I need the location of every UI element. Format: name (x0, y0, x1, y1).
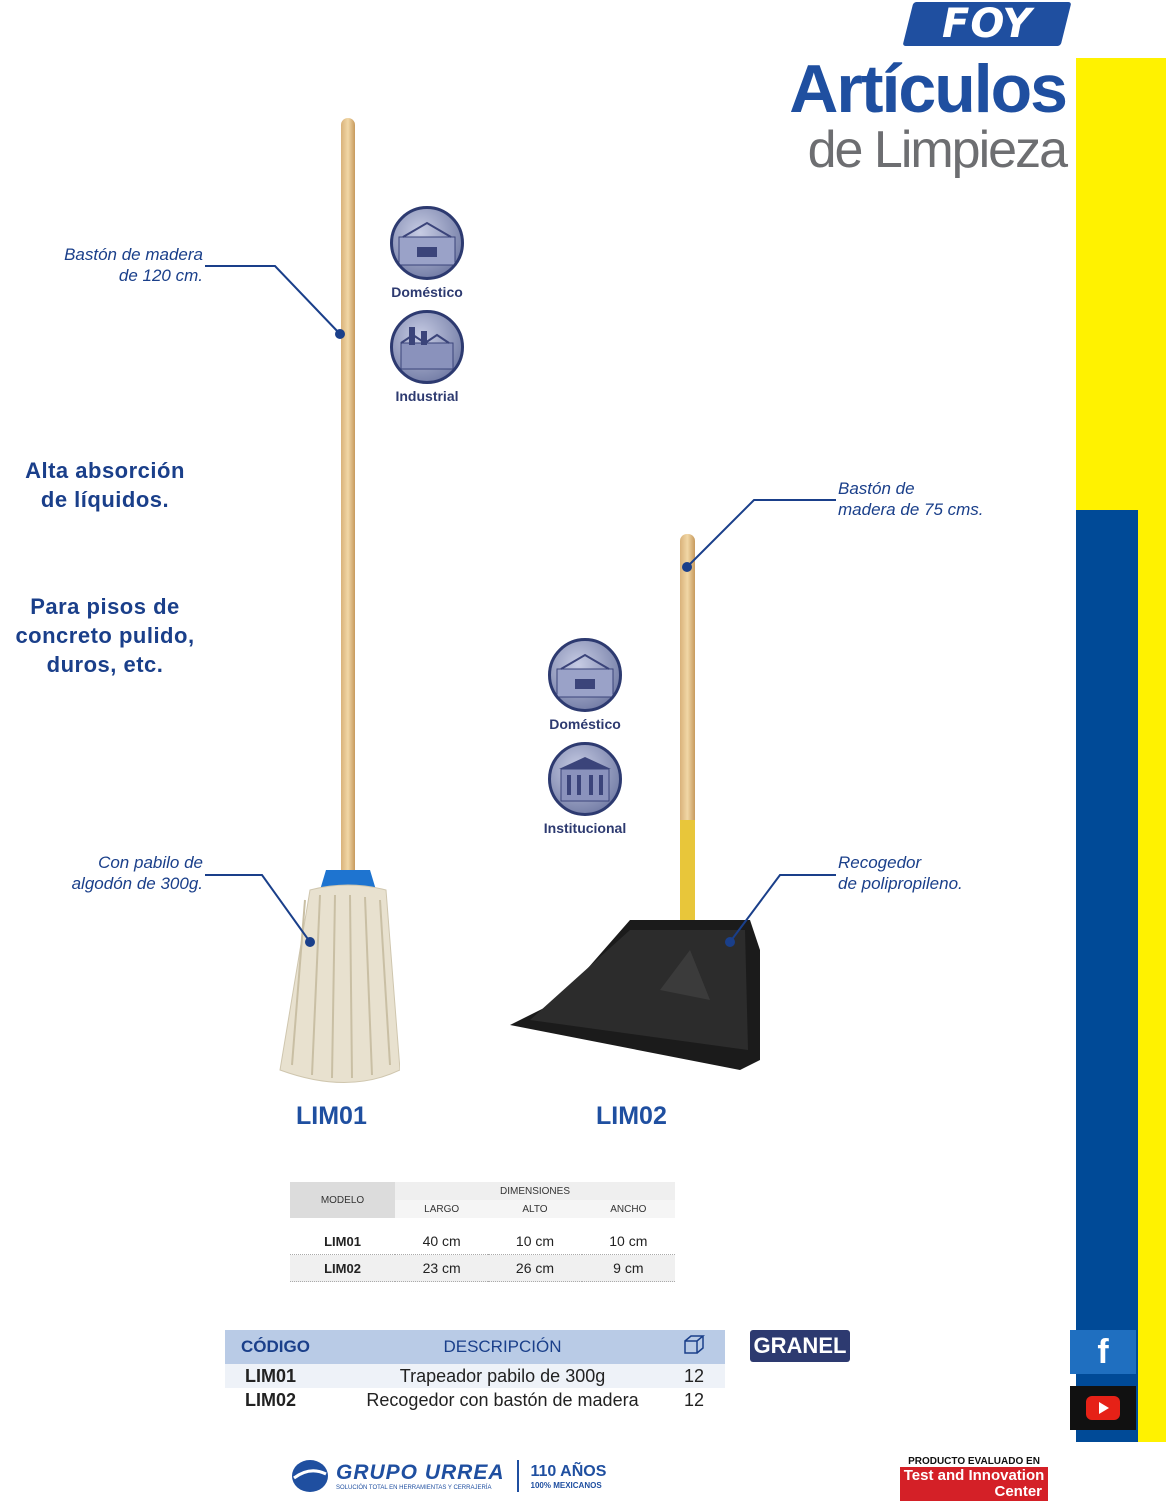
foy-logo: FOY (903, 2, 1072, 46)
urrea-globe-icon (290, 1458, 330, 1494)
house-icon (390, 206, 464, 280)
page-title: Artículos (789, 51, 1066, 127)
facebook-icon[interactable]: f (1070, 1330, 1136, 1374)
dimensions-table (290, 1182, 675, 1282)
page-subtitle: de Limpieza (807, 121, 1066, 179)
dims-header-model: MODELO (290, 1182, 395, 1218)
table-row: LIM02 23 cm 26 cm 9 cm (290, 1255, 675, 1282)
code-header: CÓDIGO (241, 1337, 310, 1356)
callout-mop-head: Con pabilo de algodón de 300g. (71, 853, 203, 893)
dims-header-ancho: ANCHO (610, 1203, 647, 1215)
model-label-lim02: LIM02 (596, 1102, 667, 1130)
callout-mop-handle: Bastón de madera de 120 cm. (64, 245, 203, 285)
description-header: DESCRIPCIÓN (443, 1337, 562, 1356)
house-icon (548, 638, 622, 712)
badge-domestico-2: Doméstico (530, 638, 640, 732)
dims-header-group: DIMENSIONES (395, 1182, 675, 1200)
table-row: LIM02 Recogedor con bastón de madera 12 (245, 1389, 705, 1410)
callout-dustpan-handle: Bastón de madera de 75 cms. (838, 479, 984, 519)
test-innovation-badge: PRODUCTO EVALUADO EN Test and Innovation Center (900, 1456, 1048, 1501)
youtube-icon[interactable] (1070, 1386, 1136, 1430)
badge-industrial: Industrial (372, 310, 482, 404)
badge-domestico: Doméstico (372, 206, 482, 300)
feature-absorption: Alta absorción de líquidos. (25, 458, 185, 512)
model-label-lim01: LIM01 (296, 1102, 367, 1130)
callout-dustpan-body: Recogedor de polipropileno. (838, 853, 963, 893)
code-table (225, 1330, 725, 1412)
box-icon (663, 1330, 725, 1364)
dims-header-largo: LARGO (424, 1203, 460, 1215)
table-row: LIM01 40 cm 10 cm 10 cm (290, 1228, 675, 1255)
badge-institucional: Institucional (530, 742, 640, 836)
table-row: LIM01 Trapeador pabilo de 300g 12 (225, 1364, 725, 1388)
building-icon (548, 742, 622, 816)
feature-floors: Para pisos de concreto pulido, duros, etc. (15, 594, 195, 677)
factory-icon (390, 310, 464, 384)
dims-header-alto: ALTO (522, 1203, 548, 1215)
grupo-urrea-logo: GRUPO URREA SOLUCIÓN TOTAL EN HERRAMIENTAS Y CERRAJERÍA 110 AÑOS 100% MEXICANOS (290, 1458, 606, 1494)
packaging-badge: GRANEL (750, 1330, 850, 1362)
